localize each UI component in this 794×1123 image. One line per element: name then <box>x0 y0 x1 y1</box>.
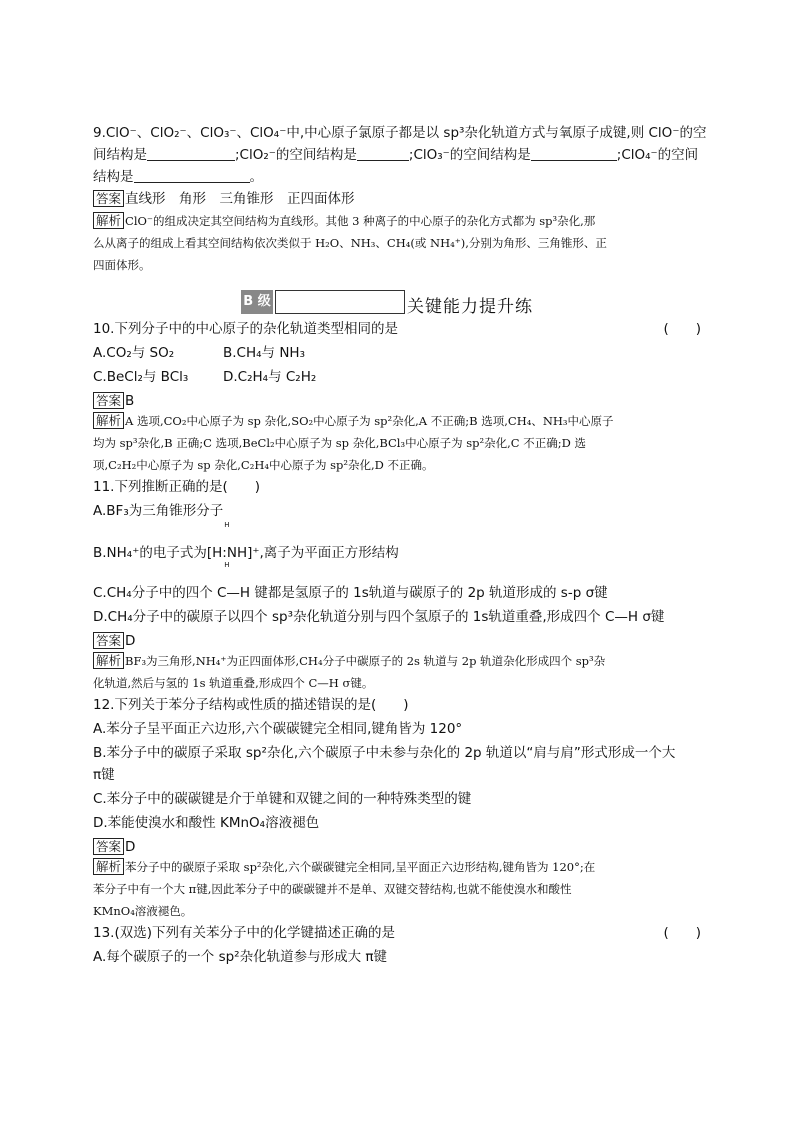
answer-blank[interactable] <box>134 168 250 183</box>
question-13 <box>93 924 701 966</box>
answer-text: B <box>125 393 135 409</box>
option-d[interactable]: D.C₂H₄与 C₂H₂ <box>223 369 317 385</box>
answer-tag: 答案 <box>93 632 124 649</box>
explanation: 解析 A 选项,CO₂中心原子为 sp 杂化,SO₂中心原子为 sp²杂化,A 不正确;B 选项,CH₄、NH₃中心原子 均为 sp³杂化,B 正确;C 选项,BeCl₂中心原子为 sp 杂化,BCl₃中心原子为 sp²杂化,C 不正确;D 选 项,C₂H₂中心原子为 sp 杂化,C₂H₄中心原子为 sp²杂化,D 不正确。 <box>93 413 614 472</box>
explanation: 解析 BF₃为三角形,NH₄⁺为正四面体形,CH₄分子中碳原子的 2s 轨道与 2p 轨道杂化形成四个 sp³杂 化轨道,然后与氢的 1s 轨道重叠,形成四个 C—H σ键。 <box>93 653 606 690</box>
explanation: 解析 苯分子中的碳原子采取 sp²杂化,六个碳碳键完全相同,呈平面正六边形结构,键角皆为 120°;在 苯分子中有一个大 π键,因此苯分子中的碳碳键并不是单、双键交替结构,也就不能使溴水和酸性 KMnO₄溶液褪色。 <box>93 859 596 918</box>
answer-paren[interactable]: ( ) <box>663 925 701 941</box>
question-9 <box>93 124 707 276</box>
lewis-bottom-atom: H <box>224 561 230 569</box>
option-d[interactable]: D.CH₄分子中的碳原子以四个 sp³杂化轨道分别与四个氢原子的 1s轨道重叠,形成四个 C—H σ键 <box>93 609 665 625</box>
answer-text: D <box>125 633 136 649</box>
question-12-stem: 12.下列关于苯分子结构或性质的描述错误的是( ) <box>93 697 409 713</box>
answer-row <box>93 190 701 208</box>
option-c[interactable]: C.CH₄分子中的四个 C—H 键都是氢原子的 1s轨道与碳原子的 2p 轨道形成的 s-p σ键 <box>93 585 608 601</box>
answer-blank[interactable] <box>531 146 617 161</box>
answer-paren[interactable]: ( ) <box>663 321 701 337</box>
section-title-box <box>275 290 405 314</box>
question-13-stem: 13.(双选)下列有关苯分子中的化学键描述正确的是 ( ) <box>93 925 701 941</box>
answer-row <box>93 392 701 410</box>
answer-row <box>93 838 701 856</box>
question-10-stem: 10.下列分子中的中心原子的杂化轨道类型相同的是 ( ) <box>93 321 701 337</box>
lewis-top-atom: H <box>224 521 230 529</box>
question-9-blanks: 间结构是 ;ClO₂⁻的空间结构是 ;ClO₃⁻的空间结构是 ;ClO₄⁻的空间 <box>93 147 699 163</box>
option-a[interactable]: A.每个碳原子的一个 sp²杂化轨道参与形成大 π键 <box>93 949 388 965</box>
question-10 <box>93 320 701 476</box>
explanation-tag: 解析 <box>93 858 124 875</box>
explanation-tag: 解析 <box>93 652 124 669</box>
explanation: 解析 ClO⁻的组成决定其空间结构为直线形。其他 3 种离子的中心原子的杂化方式都为 sp³杂化,那 么从离子的组成上看其空间结构依次类似于 H₂O、NH₃、CH₄(或 NH₄⁺),分别为角形、三角锥形、正 四面体形。 <box>93 213 607 272</box>
lewis-structure: H :N H <box>222 521 237 569</box>
answer-text: D <box>125 839 136 855</box>
question-9-stem: 9.ClO⁻、ClO₂⁻、ClO₃⁻、ClO₄⁻中,中心原子氯原子都是以 sp³杂化轨道方式与氧原子成键,则 ClO⁻的空 <box>93 125 707 141</box>
answer-tag: 答案 <box>93 392 124 409</box>
answer-tag: 答案 <box>93 838 124 855</box>
question-9-blank-last: 结构是 。 <box>93 169 263 185</box>
option-c[interactable]: C.苯分子中的碳碳键是介于单键和双键之间的一种特殊类型的键 <box>93 791 472 807</box>
question-12 <box>93 696 701 922</box>
question-11 <box>93 478 701 694</box>
option-b[interactable]: B.CH₄与 NH₃ <box>223 345 305 361</box>
option-d[interactable]: D.苯能使溴水和酸性 KMnO₄溶液褪色 <box>93 815 320 831</box>
option-b[interactable]: B.NH₄⁺的电子式为[H H :N H H]⁺,离子为平面正方形结构 <box>93 521 399 569</box>
answer-blank[interactable] <box>147 146 235 161</box>
answer-row <box>93 632 701 650</box>
option-c[interactable]: C.BeCl₂与 BCl₃ <box>93 369 189 385</box>
option-a[interactable]: A.CO₂与 SO₂ <box>93 345 175 361</box>
answer-blank[interactable] <box>357 146 409 161</box>
section-title: 关键能力提升练 <box>407 297 533 317</box>
section-level-badge: B 级 <box>241 290 273 314</box>
document-page <box>93 124 707 966</box>
option-a[interactable]: A.BF₃为三角锥形分子 <box>93 503 224 519</box>
question-11-stem: 11.下列推断正确的是( ) <box>93 479 261 495</box>
explanation-tag: 解析 <box>93 412 124 429</box>
answer-tag: 答案 <box>93 190 124 207</box>
options-row <box>93 368 701 386</box>
explanation-tag: 解析 <box>93 212 124 229</box>
option-b[interactable]: B.苯分子中的碳原子采取 sp²杂化,六个碳原子中未参与杂化的 2p 轨道以“肩与肩”形式形成一个大 π键 <box>93 745 676 783</box>
option-a[interactable]: A.苯分子呈平面正六边形,六个碳碳键完全相同,键角皆为 120° <box>93 721 463 737</box>
answer-text: 直线形 角形 三角锥形 正四面体形 <box>125 191 355 207</box>
section-header <box>93 286 701 320</box>
options-row <box>93 344 701 362</box>
